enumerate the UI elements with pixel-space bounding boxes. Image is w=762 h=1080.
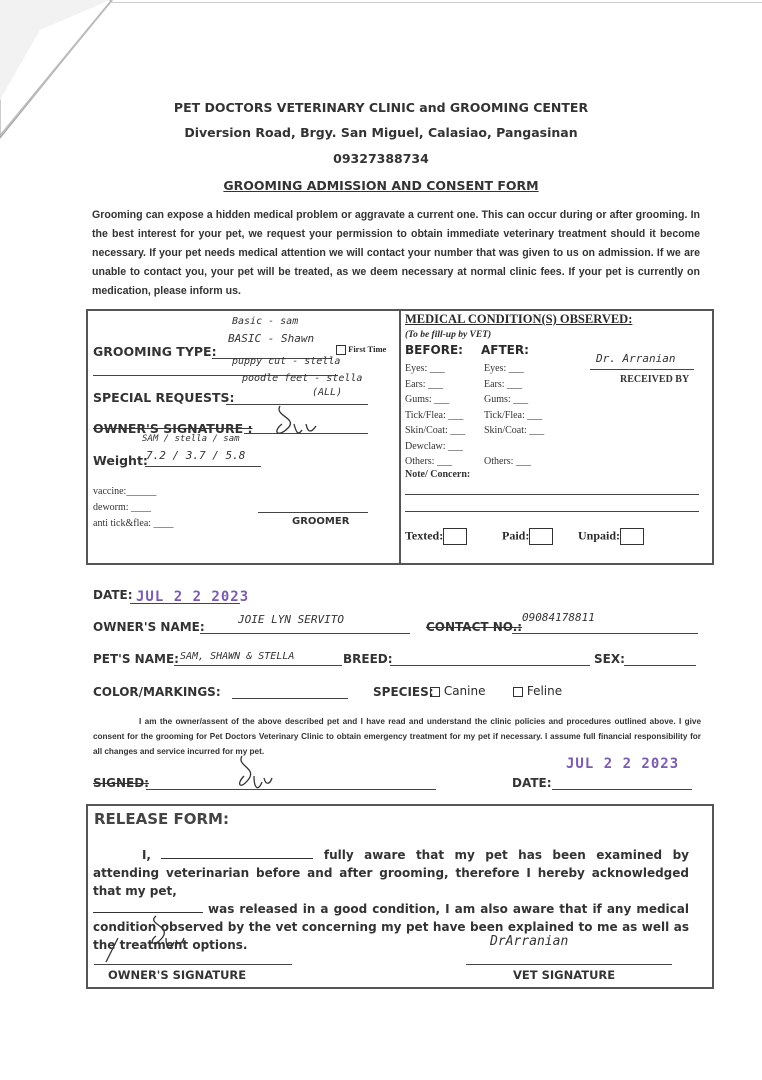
hw-weight-values: 7.2 / 3.7 / 5.8 — [146, 449, 246, 462]
release-text: I, fully aware that my pet has been examined by attending veterinarian before and after grooming, therefore I hereby acknowledged that my pet, was released in a good condition, I am also aware that if any medical condition observed by the vet concerning my pet have been explained to me as well as the treatment options. — [93, 848, 689, 952]
before-item: Ears: ___ — [405, 378, 444, 390]
hw-pet-name: SAM, SHAWN & STELLA — [180, 651, 295, 662]
hw-type-3: puppy cut - stella — [232, 356, 341, 367]
consent-signature-scribble — [232, 752, 278, 804]
species-label: SPECIES: — [373, 685, 434, 699]
breed-label: BREED: — [343, 652, 393, 666]
canine-checkbox[interactable] — [430, 687, 440, 697]
clinic-name: PET DOCTORS VETERINARY CLINIC and GROOMING CENTER — [173, 100, 589, 115]
release-owner-signature-scribble — [100, 912, 190, 966]
hw-request-1: poodle feet - stella — [242, 373, 363, 384]
owner-signature-label: OWNER'S SIGNATURE : — [93, 421, 253, 436]
texted-label: Texted: — [405, 528, 444, 543]
contact-label: CONTACT NO.: — [426, 620, 523, 634]
hw-contact: 09084178811 — [522, 611, 595, 624]
consent-text: I am the owner/assent of the above described pet and I have read and understand the clinic policies and procedures outlined above. I give consent for the grooming for Pet Doctors Veterinary Clinic to obtain emergency treatment for my pet if necessary. I assume full financial responsibility for all changes and service incurred for my pet. — [93, 717, 701, 756]
hw-owner-name: JOIE LYN SERVITO — [238, 613, 344, 626]
owner-name-label: OWNER'S NAME: — [93, 620, 205, 634]
before-list — [405, 361, 465, 470]
unpaid-field[interactable] — [578, 528, 644, 545]
special-requests-label: SPECIAL REQUESTS: — [93, 390, 235, 405]
owner-signature-caption: OWNER'S SIGNATURE — [108, 968, 247, 982]
unpaid-checkbox[interactable] — [620, 528, 644, 545]
species-canine-option[interactable] — [430, 684, 486, 698]
hw-received-by: Dr. Arranian — [596, 352, 676, 365]
received-by-label: RECEIVED BY — [620, 374, 690, 385]
feline-checkbox[interactable] — [513, 687, 523, 697]
sex-label: SEX: — [594, 652, 625, 666]
feline-label: Feline — [526, 684, 563, 698]
before-item: Eyes: ___ — [405, 363, 445, 374]
consent-date-stamp: JUL 2 2 2023 — [566, 756, 680, 772]
medical-title: MEDICAL CONDITION(S) OBSERVED: — [405, 312, 633, 326]
hw-request-2: (ALL) — [312, 387, 343, 398]
hw-type-2: BASIC - Shawn — [228, 332, 315, 345]
color-markings-label: COLOR/MARKINGS: — [93, 685, 221, 699]
hw-type-1: Basic - sam — [232, 316, 299, 327]
antitick-label: anti tick&flea: ____ — [93, 518, 174, 529]
groomer-label: GROOMER — [292, 516, 350, 527]
after-label: AFTER: — [481, 343, 529, 357]
vet-signature-caption: VET SIGNATURE — [513, 968, 616, 982]
before-label: BEFORE: — [405, 343, 463, 357]
date-label: DATE: — [93, 588, 133, 602]
paid-label: Paid: — [502, 528, 530, 543]
first-time-checkbox[interactable] — [336, 345, 346, 355]
after-item: Gums: ___ — [484, 394, 529, 405]
before-item: Tick/Flea: ___ — [405, 409, 464, 421]
grooming-type-label: GROOMING TYPE: — [93, 344, 217, 359]
canine-label: Canine — [443, 684, 486, 698]
clinic-phone: 09327388734 — [333, 151, 429, 166]
clinic-address: Diversion Road, Brgy. San Miguel, Calasiao, Pangasinan — [184, 125, 578, 140]
paid-field[interactable] — [502, 528, 553, 545]
medical-subtitle: (To be fill-up by VET) — [405, 330, 492, 340]
vaccine-label: vaccine:______ — [93, 486, 157, 497]
pet-name-label: PET'S NAME: — [93, 652, 179, 666]
hw-weight-names: SAM / stella / sam — [142, 434, 240, 444]
before-item: Dewclaw: ___ — [405, 440, 464, 452]
after-item: Tick/Flea: ___ — [484, 409, 543, 421]
before-item: Gums: ___ — [405, 394, 450, 405]
signed-label: SIGNED: — [93, 776, 149, 790]
after-list — [484, 361, 544, 470]
after-item: Eyes: ___ — [484, 363, 524, 374]
after-item: Ears: ___ — [484, 378, 523, 390]
consent-date-label: DATE: — [512, 776, 552, 790]
form-title: GROOMING ADMISSION AND CONSENT FORM — [223, 178, 539, 193]
owner-signature-scribble — [268, 402, 328, 452]
texted-field[interactable] — [405, 528, 467, 545]
note-label: Note/ Concern: — [405, 469, 471, 480]
date-stamp: JUL 2 2 2023 — [136, 589, 250, 605]
after-item: Others: ___ — [484, 456, 531, 467]
hw-vet-signature: DrArranian — [490, 934, 569, 949]
release-title: RELEASE FORM: — [94, 810, 229, 828]
page-corner-fold — [0, 0, 120, 140]
first-time-option[interactable] — [336, 344, 386, 355]
before-item: Skin/Coat: ___ — [405, 425, 466, 436]
after-item: Skin/Coat: ___ — [484, 425, 545, 436]
paid-checkbox[interactable] — [529, 528, 553, 545]
deworm-label: deworm: ____ — [93, 502, 152, 513]
unpaid-label: Unpaid: — [578, 528, 621, 543]
weight-label: Weight: — [93, 453, 148, 468]
first-time-label: First Time — [348, 344, 387, 354]
species-feline-option[interactable] — [513, 684, 562, 698]
intro-paragraph: Grooming can expose a hidden medical problem or aggravate a current one. This can occur during or after grooming. In the best interest for your pet, we request your permission to obtain immediate veterinary treatment should it become necessary. If your pet needs medical attention we will contact your number that was given to us on admission. If we are unable to contact you, your pet will be treated, as we deem necessary at normal clinic fees. If your pet is currently on medication, please inform us. — [92, 209, 700, 297]
before-item: Others: ___ — [405, 456, 452, 467]
box-divider — [399, 309, 401, 563]
scan-edge — [110, 2, 762, 3]
texted-checkbox[interactable] — [443, 528, 467, 545]
